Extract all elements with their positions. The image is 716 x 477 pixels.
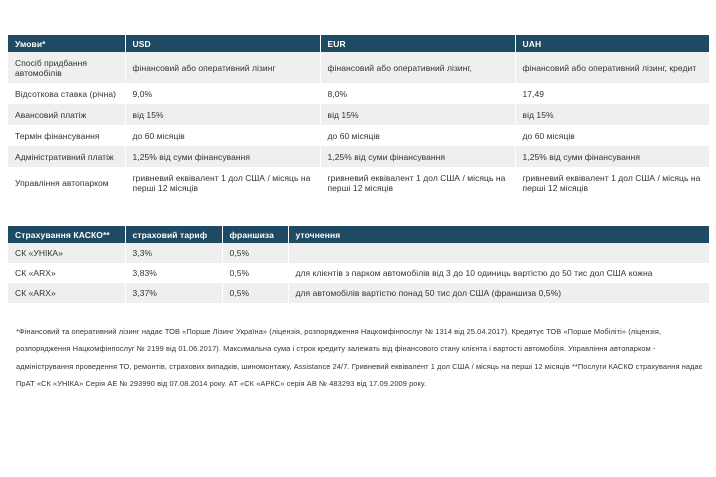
table-cell: для клієнтів з парком автомобілів від 3 до 10 одиниць вартістю до 50 тис дол США кожна: [288, 263, 709, 283]
row-label: Відсоткова ставка (річна): [8, 83, 125, 104]
table-cell: 1,25% від суми фінансування: [515, 146, 709, 167]
header-details: уточнення: [288, 226, 709, 243]
table-cell: до 60 місяців: [320, 125, 515, 146]
header-conditions: Умови*: [8, 35, 125, 52]
row-label: Термін фінансування: [8, 125, 125, 146]
table-cell: від 15%: [515, 104, 709, 125]
row-label: Спосіб придбання автомобілів: [8, 52, 125, 83]
row-label: Адміністративний платіж: [8, 146, 125, 167]
table-cell: гривневий еквівалент 1 дол США / місяць на перші 12 місяців: [320, 167, 515, 198]
table-cell: 0,5%: [222, 263, 288, 283]
table-row: [8, 243, 709, 263]
conditions-table-header: [8, 35, 709, 52]
table-cell: фінансовий або оперативний лізинг,: [320, 52, 515, 83]
table-cell: 8,0%: [320, 83, 515, 104]
table-cell: 3,37%: [125, 283, 222, 303]
header-insurance: Страхування КАСКО**: [8, 226, 125, 243]
table-row: [8, 83, 709, 104]
table-cell: від 15%: [320, 104, 515, 125]
table-cell: 17,49: [515, 83, 709, 104]
header-uah: UAH: [515, 35, 709, 52]
table-row: [8, 104, 709, 125]
row-label: Управління автопарком: [8, 167, 125, 198]
table-cell: до 60 місяців: [125, 125, 320, 146]
table-cell: 1,25% від суми фінансування: [320, 146, 515, 167]
table-row: [8, 146, 709, 167]
table-cell: 3,3%: [125, 243, 222, 263]
row-label: Авансовий платіж: [8, 104, 125, 125]
table-cell: 3,83%: [125, 263, 222, 283]
table-cell: [288, 243, 709, 263]
table-cell: до 60 місяців: [515, 125, 709, 146]
table-cell: фінансовий або оперативний лізинг, кредит: [515, 52, 709, 83]
table-cell: гривневий еквівалент 1 дол США / місяць на перші 12 місяців: [515, 167, 709, 198]
table-row: [8, 167, 709, 198]
header-eur: EUR: [320, 35, 515, 52]
header-deductible: франшиза: [222, 226, 288, 243]
conditions-table: [8, 35, 709, 198]
header-rate: страховий тариф: [125, 226, 222, 243]
table-row: [8, 283, 709, 303]
insurance-table: [8, 226, 709, 303]
table-cell: 0,5%: [222, 283, 288, 303]
header-usd: USD: [125, 35, 320, 52]
table-cell: фінансовий або оперативний лізинг: [125, 52, 320, 83]
table-cell: для автомобілів вартістю понад 50 тис дол США (франшиза 0,5%): [288, 283, 709, 303]
table-row: [8, 263, 709, 283]
table-cell: 9,0%: [125, 83, 320, 104]
insurer-name: СК «ARX»: [8, 283, 125, 303]
insurer-name: СК «ARX»: [8, 263, 125, 283]
table-cell: гривневий еквівалент 1 дол США / місяць на перші 12 місяців: [125, 167, 320, 198]
table-row: [8, 52, 709, 83]
table-cell: від 15%: [125, 104, 320, 125]
table-cell: 1,25% від суми фінансування: [125, 146, 320, 167]
insurance-table-header: [8, 226, 709, 243]
table-row: [8, 125, 709, 146]
footnote: *Фінансовий та оперативний лізинг надає ТОВ «Порше Лізинг Україна» (ліцензія, розпорядження Нацкомфінпослуг № 1314 від 25.04.2017). Кредитує ТОВ «Порше Мобіліті» (ліцензія, розпорядження Нацкомфінпослуг № 2199 від 01.06.2017). Максимальна сума і строк кредиту залежать від фінансового стану клієнта і вартості автомобіля. Управління автопарком - адміністрування проведення ТО, ремонтів, страхових випадків, шиномонтажу, Assistance 24/7. Гривневий еквівалент 1 дол США / місяць на перші 12 місяців **Послуги КАСКО страхування надає ПрАТ «СК «УНІКА» Серія АЕ № 293990 від 07.08.2014 року. АТ «СК «АРКС» серія АВ № 483293 від 17.09.2009 року.: [16, 327, 703, 388]
table-cell: 0,5%: [222, 243, 288, 263]
insurer-name: СК «УНІКА»: [8, 243, 125, 263]
